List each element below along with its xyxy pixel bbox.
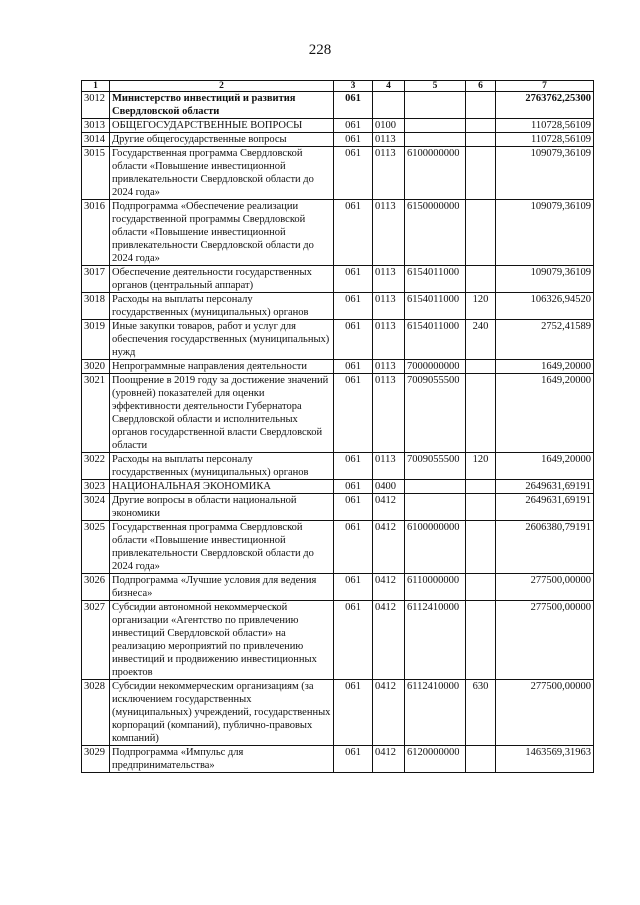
row-target-code: 6150000000 (405, 200, 466, 266)
row-section-code: 0113 (373, 266, 405, 293)
row-expense-type (466, 374, 496, 453)
row-name: Подпрограмма «Импульс для предпринимательства» (110, 746, 334, 773)
table-row (82, 147, 594, 200)
row-admin-code: 061 (334, 293, 373, 320)
row-number: 3028 (82, 680, 110, 746)
row-name: НАЦИОНАЛЬНАЯ ЭКОНОМИКА (110, 480, 334, 494)
row-expense-type: 120 (466, 453, 496, 480)
table-row (82, 320, 594, 360)
row-expense-type (466, 574, 496, 601)
row-admin-code: 061 (334, 480, 373, 494)
row-target-code: 6154011000 (405, 293, 466, 320)
budget-table (81, 80, 594, 773)
row-admin-code: 061 (334, 574, 373, 601)
table-row (82, 92, 594, 119)
row-name: ОБЩЕГОСУДАРСТВЕННЫЕ ВОПРОСЫ (110, 119, 334, 133)
row-number: 3026 (82, 574, 110, 601)
row-number: 3017 (82, 266, 110, 293)
row-number: 3022 (82, 453, 110, 480)
row-number: 3015 (82, 147, 110, 200)
row-target-code: 6100000000 (405, 147, 466, 200)
row-target-code: 7009055500 (405, 453, 466, 480)
column-header: 5 (405, 81, 466, 92)
row-amount: 109079,36109 (496, 147, 594, 200)
row-number: 3029 (82, 746, 110, 773)
row-name: Министерство инвестиций и развития Свердловской области (110, 92, 334, 119)
row-admin-code: 061 (334, 320, 373, 360)
row-section-code: 0412 (373, 494, 405, 521)
row-expense-type (466, 494, 496, 521)
row-target-code: 6112410000 (405, 601, 466, 680)
column-header: 7 (496, 81, 594, 92)
row-target-code: 6112410000 (405, 680, 466, 746)
row-target-code: 6154011000 (405, 320, 466, 360)
row-admin-code: 061 (334, 521, 373, 574)
row-admin-code: 061 (334, 453, 373, 480)
column-header: 4 (373, 81, 405, 92)
table-row (82, 360, 594, 374)
table-row (82, 453, 594, 480)
row-expense-type: 240 (466, 320, 496, 360)
row-name: Государственная программа Свердловской области «Повышение инвестиционной привлекательности Свердловской области до 2024 года» (110, 521, 334, 574)
row-amount: 2649631,69191 (496, 480, 594, 494)
row-amount: 1649,20000 (496, 453, 594, 480)
row-expense-type (466, 147, 496, 200)
row-admin-code: 061 (334, 147, 373, 200)
row-section-code: 0412 (373, 601, 405, 680)
table-row (82, 293, 594, 320)
row-section-code: 0412 (373, 746, 405, 773)
row-number: 3018 (82, 293, 110, 320)
row-name: Государственная программа Свердловской области «Повышение инвестиционной привлекательности Свердловской области до 2024 года» (110, 147, 334, 200)
row-admin-code: 061 (334, 133, 373, 147)
row-expense-type (466, 92, 496, 119)
row-section-code: 0412 (373, 680, 405, 746)
row-amount: 277500,00000 (496, 601, 594, 680)
row-number: 3021 (82, 374, 110, 453)
row-expense-type (466, 746, 496, 773)
row-target-code (405, 480, 466, 494)
row-amount: 2752,41589 (496, 320, 594, 360)
row-name: Непрограммные направления деятельности (110, 360, 334, 374)
row-amount: 110728,56109 (496, 119, 594, 133)
row-admin-code: 061 (334, 680, 373, 746)
row-admin-code: 061 (334, 119, 373, 133)
header-row (82, 81, 594, 92)
row-number: 3027 (82, 601, 110, 680)
row-amount: 2606380,79191 (496, 521, 594, 574)
row-amount: 109079,36109 (496, 266, 594, 293)
row-target-code: 7000000000 (405, 360, 466, 374)
row-name: Субсидии автономной некоммерческой организации «Агентство по привлечению инвестиций Свердловской области» на реализацию мероприятий по привлечению инвестиций и продвижению инвестиционных проектов (110, 601, 334, 680)
row-target-code: 6154011000 (405, 266, 466, 293)
row-number: 3016 (82, 200, 110, 266)
row-section-code: 0100 (373, 119, 405, 133)
row-section-code: 0400 (373, 480, 405, 494)
row-name: Другие вопросы в области национальной экономики (110, 494, 334, 521)
row-section-code: 0412 (373, 521, 405, 574)
row-number: 3013 (82, 119, 110, 133)
table-row (82, 746, 594, 773)
row-section-code: 0113 (373, 200, 405, 266)
row-section-code: 0113 (373, 320, 405, 360)
row-name: Расходы на выплаты персоналу государственных (муниципальных) органов (110, 453, 334, 480)
row-expense-type: 630 (466, 680, 496, 746)
row-target-code (405, 494, 466, 521)
row-expense-type (466, 601, 496, 680)
row-expense-type (466, 266, 496, 293)
row-name: Подпрограмма «Лучшие условия для ведения бизнеса» (110, 574, 334, 601)
row-expense-type (466, 480, 496, 494)
row-target-code (405, 133, 466, 147)
column-header: 6 (466, 81, 496, 92)
row-number: 3025 (82, 521, 110, 574)
row-target-code: 7009055500 (405, 374, 466, 453)
row-target-code: 6110000000 (405, 574, 466, 601)
row-amount: 109079,36109 (496, 200, 594, 266)
column-header: 1 (82, 81, 110, 92)
table-row (82, 601, 594, 680)
table-row (82, 266, 594, 293)
row-expense-type: 120 (466, 293, 496, 320)
row-amount: 1649,20000 (496, 374, 594, 453)
row-expense-type (466, 133, 496, 147)
row-amount: 277500,00000 (496, 574, 594, 601)
row-name: Обеспечение деятельности государственных органов (центральный аппарат) (110, 266, 334, 293)
row-name: Поощрение в 2019 году за достижение значений (уровней) показателей для оценки эффективности деятельности Губернатора Свердловской области и исполнительных органов государственной власти Свердловской области (110, 374, 334, 453)
row-name: Подпрограмма «Обеспечение реализации государственной программы Свердловской области «Повышение инвестиционной привлекательности Свердловской области до 2024 года» (110, 200, 334, 266)
row-amount: 1463569,31963 (496, 746, 594, 773)
row-name: Субсидии некоммерческим организациям (за исключением государственных (муниципальных) учреждений, государственных корпораций (компаний), публично-правовых компаний) (110, 680, 334, 746)
row-expense-type (466, 360, 496, 374)
row-number: 3023 (82, 480, 110, 494)
row-target-code (405, 92, 466, 119)
row-section-code: 0113 (373, 453, 405, 480)
row-section-code: 0113 (373, 374, 405, 453)
row-admin-code: 061 (334, 494, 373, 521)
column-header: 3 (334, 81, 373, 92)
row-admin-code: 061 (334, 200, 373, 266)
row-target-code: 6100000000 (405, 521, 466, 574)
table-row (82, 680, 594, 746)
table-row (82, 200, 594, 266)
row-amount: 2649631,69191 (496, 494, 594, 521)
table-row (82, 521, 594, 574)
row-amount: 110728,56109 (496, 133, 594, 147)
row-name: Иные закупки товаров, работ и услуг для обеспечения государственных (муниципальных) нужд (110, 320, 334, 360)
row-expense-type (466, 119, 496, 133)
row-section-code: 0113 (373, 293, 405, 320)
row-amount: 106326,94520 (496, 293, 594, 320)
row-number: 3024 (82, 494, 110, 521)
row-admin-code: 061 (334, 374, 373, 453)
row-number: 3014 (82, 133, 110, 147)
row-number: 3020 (82, 360, 110, 374)
row-section-code: 0113 (373, 360, 405, 374)
table-row (82, 494, 594, 521)
table-row (82, 480, 594, 494)
row-section-code: 0113 (373, 147, 405, 200)
row-admin-code: 061 (334, 92, 373, 119)
row-number: 3019 (82, 320, 110, 360)
row-section-code (373, 92, 405, 119)
row-number: 3012 (82, 92, 110, 119)
row-target-code (405, 119, 466, 133)
row-name: Другие общегосударственные вопросы (110, 133, 334, 147)
row-amount: 277500,00000 (496, 680, 594, 746)
row-admin-code: 061 (334, 266, 373, 293)
row-expense-type (466, 521, 496, 574)
row-name: Расходы на выплаты персоналу государственных (муниципальных) органов (110, 293, 334, 320)
row-amount: 2763762,25300 (496, 92, 594, 119)
page-number: 228 (308, 42, 332, 58)
table-row (82, 133, 594, 147)
row-section-code: 0113 (373, 133, 405, 147)
row-expense-type (466, 200, 496, 266)
table-row (82, 119, 594, 133)
row-admin-code: 061 (334, 601, 373, 680)
row-admin-code: 061 (334, 360, 373, 374)
table-row (82, 374, 594, 453)
row-admin-code: 061 (334, 746, 373, 773)
column-header: 2 (110, 81, 334, 92)
row-amount: 1649,20000 (496, 360, 594, 374)
row-section-code: 0412 (373, 574, 405, 601)
table-row (82, 574, 594, 601)
row-target-code: 6120000000 (405, 746, 466, 773)
